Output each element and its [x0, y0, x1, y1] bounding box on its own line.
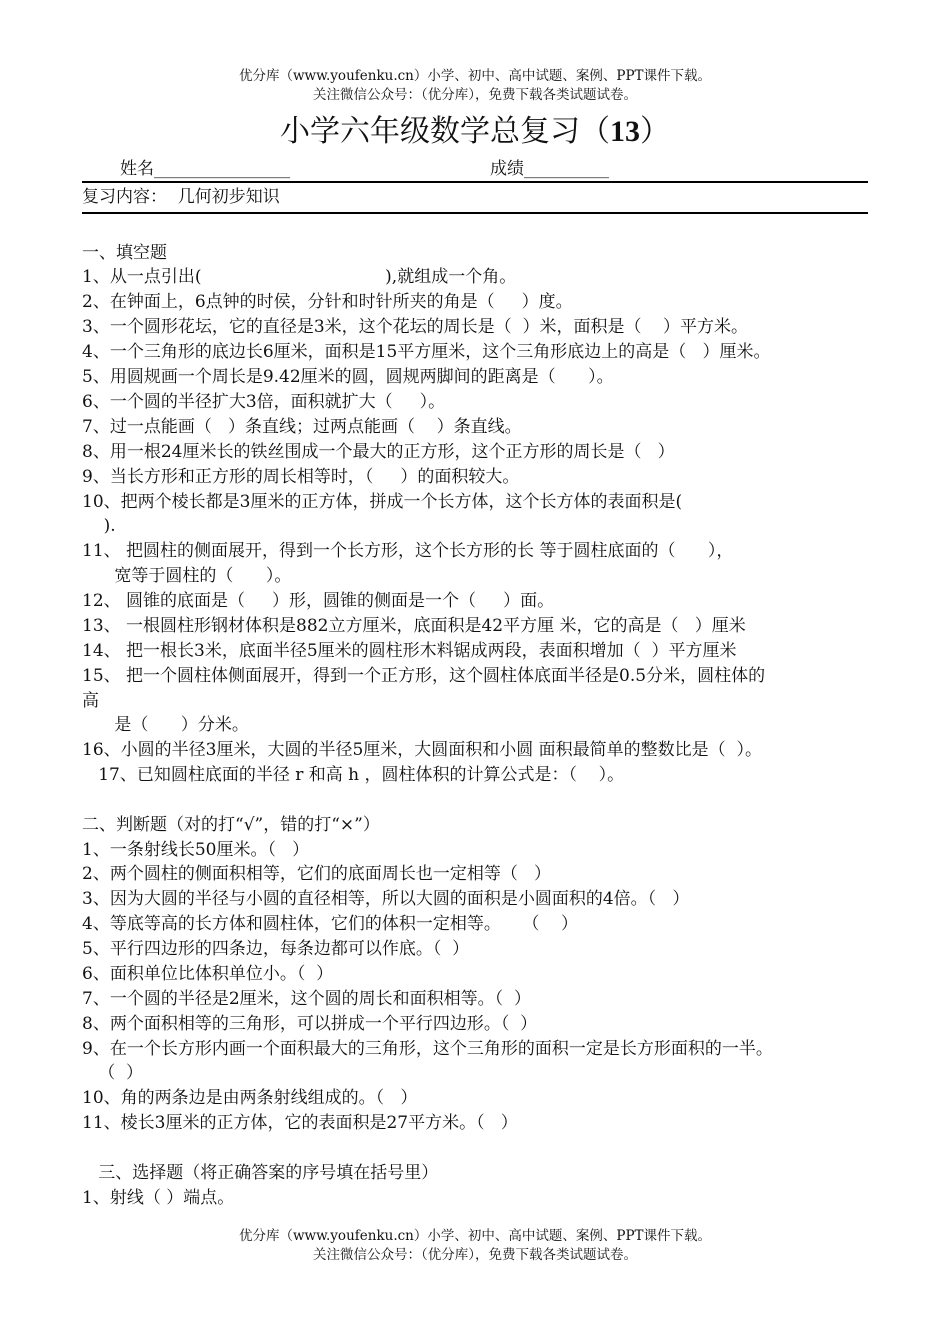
section-heading: 一、填空题 [82, 243, 167, 263]
question-item: 8、用一根24厘米长的铁丝围成一个最大的正方形，这个正方形的周长是（ ） [82, 442, 675, 462]
divider-top [82, 181, 868, 183]
question-item: 1、一条射线长50厘米。（ ） [82, 840, 310, 860]
review-content: 复习内容： 几何初步知识 [82, 187, 280, 207]
question-item: 13、 一根圆柱形钢材体积是882立方厘米，底面积是42平方厘 米，它的高是（ ）厘米 [82, 616, 746, 636]
question-item: ). [82, 516, 116, 536]
score-field [490, 157, 609, 181]
footer-line-2: 关注微信公众号：（优分库），免费下载各类试题试卷。 [313, 1247, 637, 1263]
question-item: 宽等于圆柱的（ ）。 [82, 566, 292, 586]
question-item: 6、一个圆的半径扩大3倍，面积就扩大（ ）。 [82, 392, 446, 412]
question-item: 5、用圆规画一个周长是9.42厘米的圆，圆规两脚间的距离是（ ）。 [82, 367, 614, 387]
footer-line-1: 优分库（www.youfenku.cn）小学、初中、高中试题、案例、PPT课件下载。 [238, 1228, 712, 1244]
divider-bottom [82, 212, 868, 214]
question-item: 11、棱长3厘米的正方体，它的表面积是27平方米。（ ） [82, 1113, 518, 1133]
score-blank: __________ [524, 159, 609, 179]
name-label: 姓名 [120, 159, 154, 179]
question-item: 是（ ）分米。 [82, 715, 249, 735]
title-text: 小学六年级数学总复习（ [280, 114, 610, 149]
name-blank: ________________ [154, 159, 290, 179]
question-item: 4、一个三角形的底边长6厘米，面积是15平方厘米，这个三角形底边上的高是（ ）厘米。 [82, 342, 771, 362]
question-item: 7、一个圆的半径是2厘米，这个圆的周长和面积相等。（ ） [82, 989, 531, 1009]
name-field [120, 157, 290, 181]
question-item: 1、射线（ ）端点。 [82, 1188, 235, 1208]
question-item: 10、角的两条边是由两条射线组成的。（ ） [82, 1088, 418, 1108]
question-item: 14、 把一根长3米，底面半径5厘米的圆柱形木料锯成两段，表面积增加（ ）平方厘米 [82, 641, 737, 661]
question-item: 9、当长方形和正方形的周长相等时，（ ）的面积较大。 [82, 467, 520, 487]
question-item: 2、两个圆柱的侧面积相等，它们的底面周长也一定相等（ ） [82, 864, 552, 884]
question-item: 2、在钟面上，6点钟的时侯，分针和时针所夹的角是（ ）度。 [82, 292, 573, 312]
header-line-2: 关注微信公众号：（优分库），免费下载各类试题试卷。 [313, 87, 637, 103]
section-heading: 三、选择题（将正确答案的序号填在括号里） [82, 1163, 439, 1183]
question-item: 5、平行四边形的四条边，每条边都可以作底。（ ） [82, 939, 470, 959]
question-item: 高 [82, 691, 99, 711]
question-item: 7、过一点能画（ ）条直线；过两点能画（ ）条直线。 [82, 417, 522, 437]
title-number: 13 [610, 115, 640, 148]
page-title [0, 112, 950, 152]
title-close: ） [640, 114, 670, 149]
question-item: 1、从一点引出( ),就组成一个角。 [82, 267, 517, 287]
question-item: 3、因为大圆的半径与小圆的直径相等，所以大圆的面积是小圆面积的4倍。（ ） [82, 889, 690, 909]
question-item: 4、等底等高的长方体和圆柱体，它们的体积一定相等。 （ ） [82, 914, 579, 934]
question-item: （ ） [82, 1063, 144, 1083]
question-item: 6、面积单位比体积单位小。（ ） [82, 964, 334, 984]
question-item: 12、 圆锥的底面是（ ）形，圆锥的侧面是一个（ ）面。 [82, 591, 555, 611]
question-item: 3、一个圆形花坛，它的直径是3米，这个花坛的周长是（ ）米，面积是（ ）平方米。 [82, 317, 749, 337]
score-label: 成绩 [490, 159, 524, 179]
question-item: 8、两个面积相等的三角形，可以拼成一个平行四边形。（ ） [82, 1014, 538, 1034]
question-item: 16、小圆的半径3厘米，大圆的半径5厘米，大圆面积和小圆 面积最简单的整数比是（ ）。 [82, 740, 762, 760]
question-item: 11、 把圆柱的侧面展开，得到一个长方形，这个长方形的长 等于圆柱底面的（ ）， [82, 541, 734, 561]
header-line-1: 优分库（www.youfenku.cn）小学、初中、高中试题、案例、PPT课件下载。 [238, 68, 712, 84]
question-item: 17、已知圆柱底面的半径 r 和高 h ，圆柱体积的计算公式是：（ ）。 [82, 765, 625, 785]
section-heading: 二、判断题（对的打“√”，错的打“×”） [82, 815, 380, 835]
question-item: 10、把两个棱长都是3厘米的正方体，拼成一个长方体，这个长方体的表面积是( [82, 492, 683, 512]
question-item: 9、在一个长方形内画一个面积最大的三角形，这个三角形的面积一定是长方形面积的一半。 [82, 1039, 773, 1059]
question-item: 15、 把一个圆柱体侧面展开，得到一个正方形，这个圆柱体底面半径是0.5分米，圆柱体的 [82, 666, 766, 686]
